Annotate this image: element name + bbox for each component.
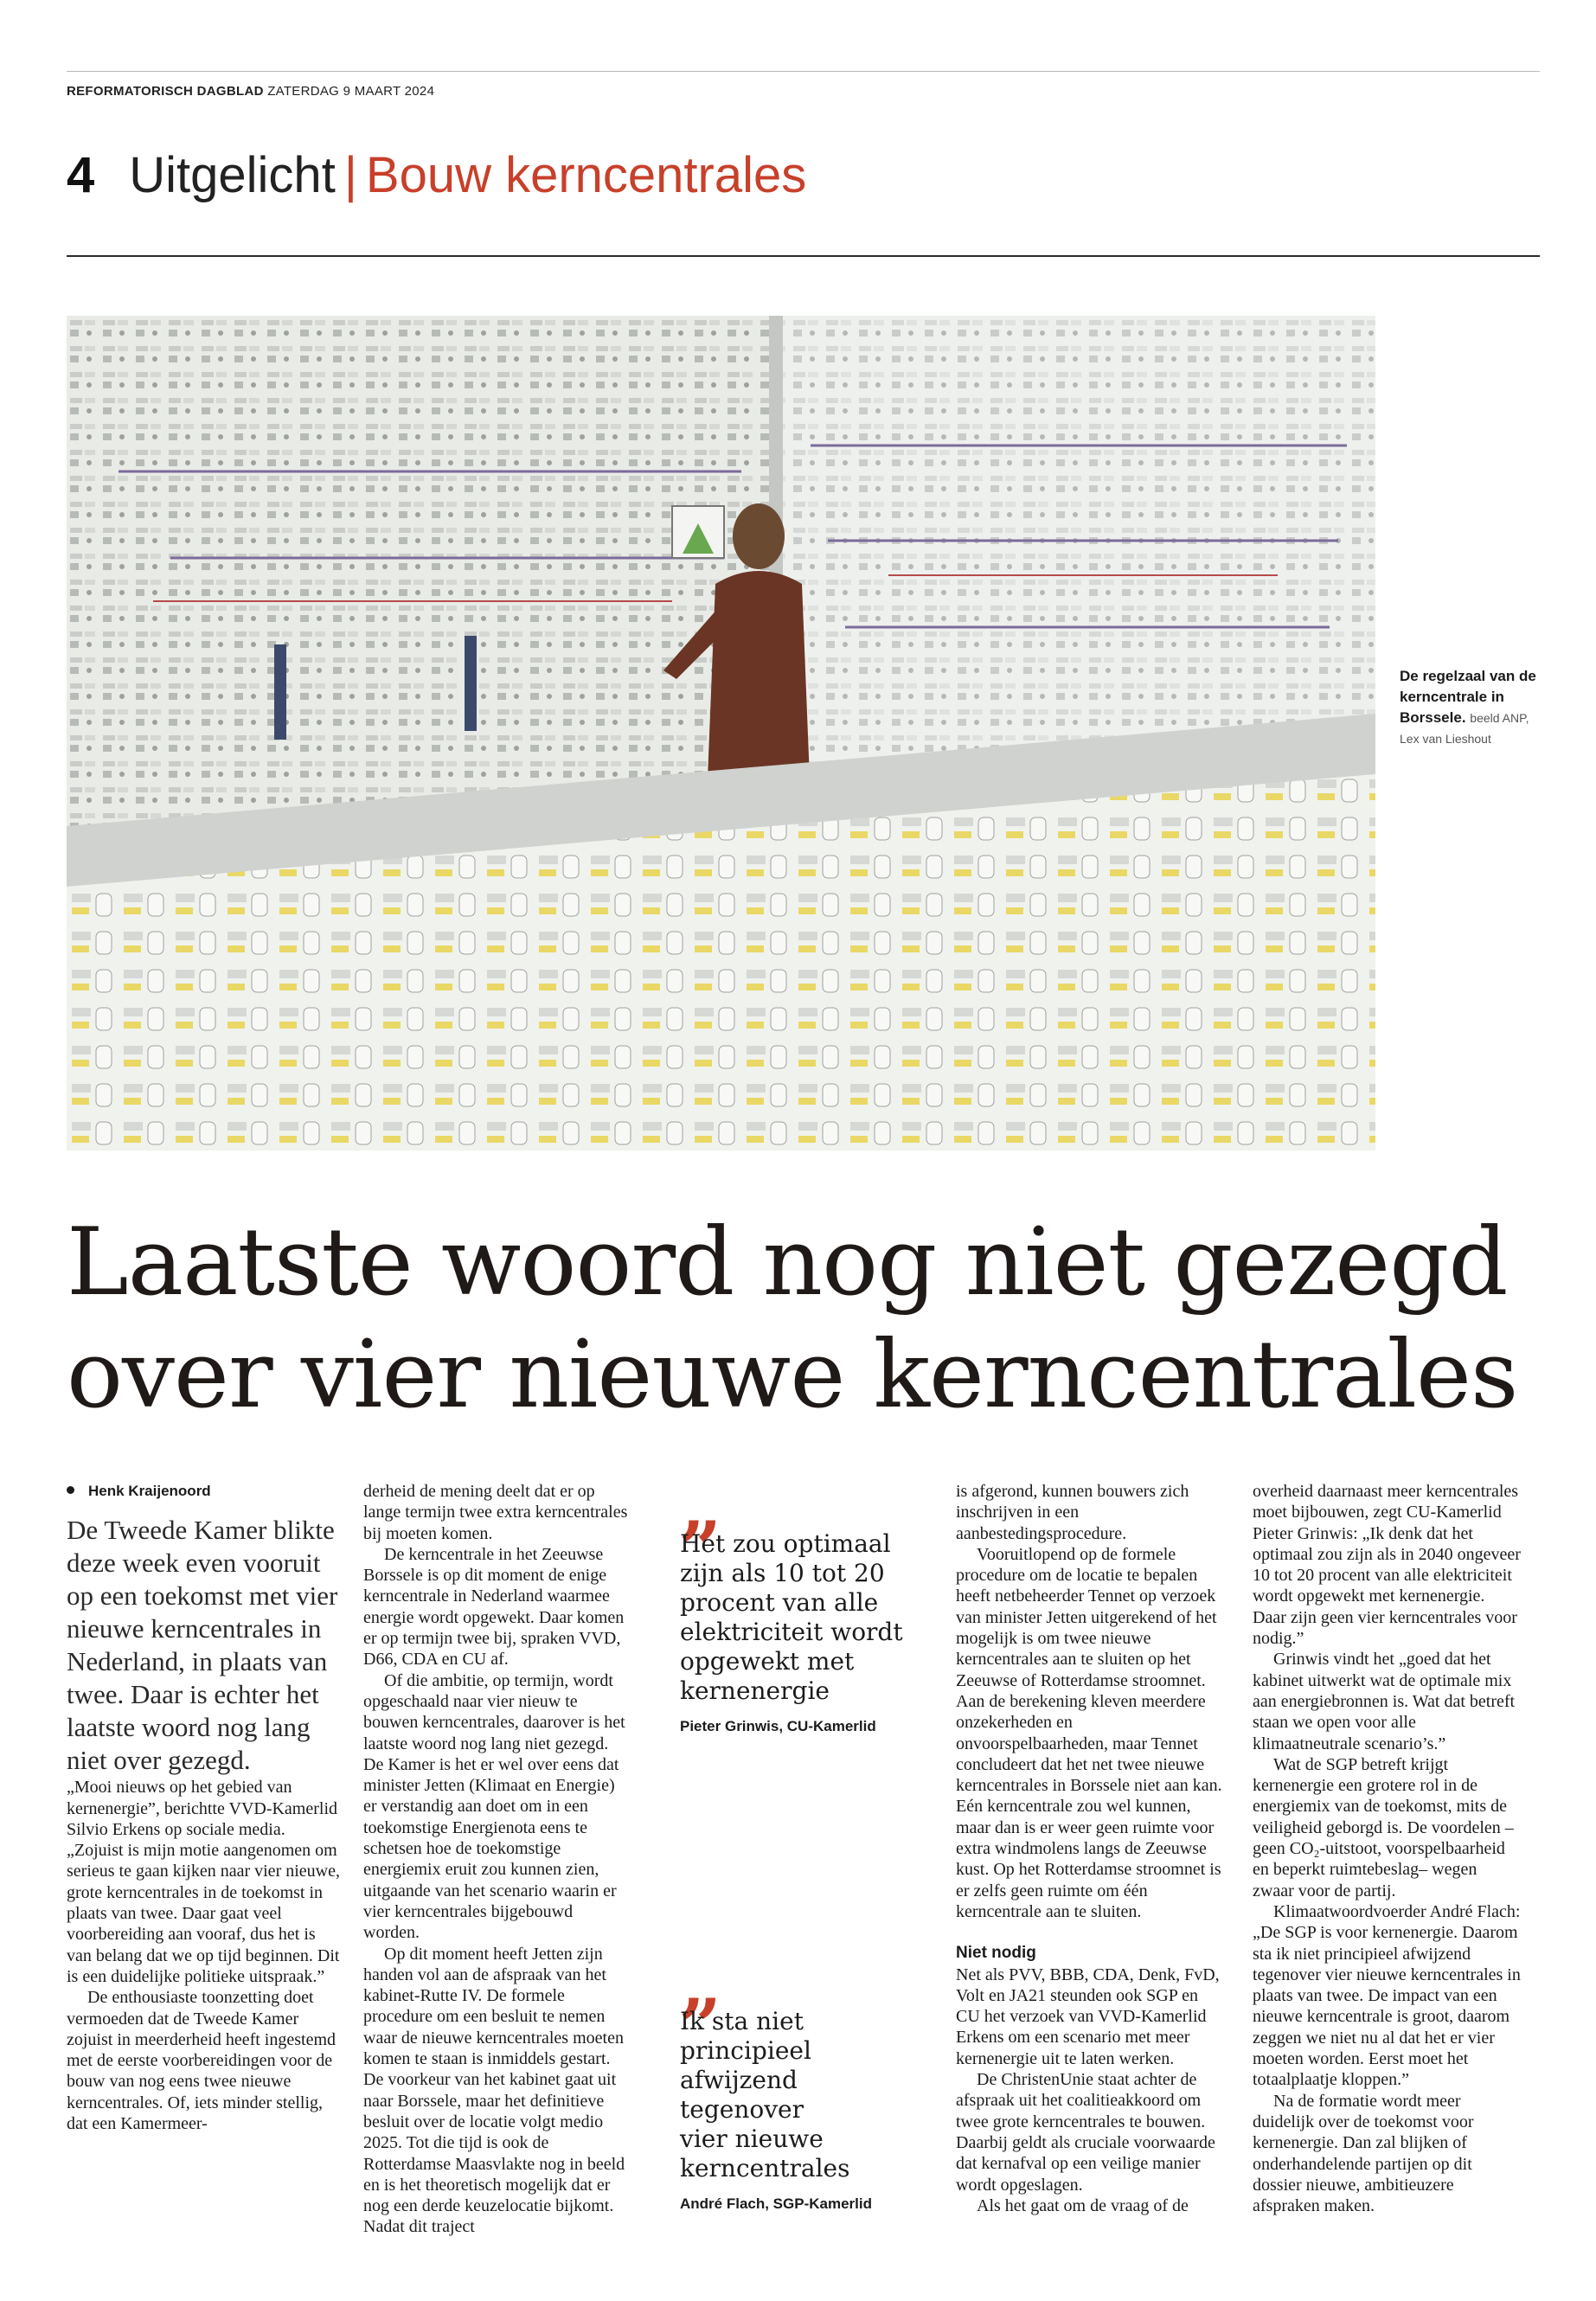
body-paragraph: derheid de mening deelt dat er op lange termijn twee extra kerncentrales bij moeten komen. (363, 1482, 628, 1543)
section-header (67, 145, 806, 206)
section-separator: | (343, 147, 357, 203)
photo-credit: beeld ANP, Lex van Lieshout (1400, 711, 1529, 746)
body-paragraph: De ChristenUnie staat achter de afspraak uit het coalitieakkoord om twee grote kerncentrales te bouwen. Daarbij geldt als cruciale voorwaarde dat kernafval op een veilige manier wordt opgeslagen. (956, 2070, 1215, 2195)
body-paragraph: Wat de SGP betreft krijgt kernenergie een grotere rol in de energiemix van de toekomst, mits de veiligheid geborgd is. De voordelen –geen CO₂-uitstoot, voorspelbaarheid en beperkt ruimtebeslag– wegen zwaar voor de partij. (1253, 1754, 1514, 1900)
photo-caption (1400, 666, 1538, 749)
article-column-1 (67, 1481, 343, 2134)
quote-source: Pieter Grinwis, CU-Kamerlid (680, 1718, 876, 1734)
author-name: Henk Kraijenoord (88, 1483, 211, 1499)
article-column-5 (1253, 1481, 1521, 2216)
header-rule (67, 255, 1540, 257)
lead-paragraph: De Tweede Kamer blikte deze week even vooruit op een toekomst met vier nieuwe kerncentrales in Nederland, in plaats van twee. Daar is echter het laatste woord nog lang niet over gezegd. (67, 1515, 338, 1776)
masthead (67, 71, 1540, 99)
body-paragraph: Klimaatwoordvoerder André Flach: „De SGP is voor kernenergie. Daarom sta ik niet principieel afwijzend tegenover vier nieuwe kerncentrales in plaats van twee. De impact van een nieuwe kerncentrale is groot, daarom zeggen we niet nu al dat het er vier moeten worden. Eerst moet het totaalplaatje kloppen.” (1253, 1901, 1521, 2090)
headline (67, 1207, 1540, 1432)
body-paragraph: „Mooi nieuws op het gebied van kernenergie”, berichtte VVD-Kamerlid Silvio Erkens op sociale media. „Zojuist is mijn motie aangenomen om serieus te gaan kijken naar vier nieuwe, grote kerncentrales in de toekomst in plaats van twee. Daar gaat veel voorbereiding aan vooraf, dus het is van belang dat we op tijd beginnen. Dit is een duidelijke politieke uitspraak.” (67, 1778, 340, 1986)
article-column-2 (363, 1481, 631, 2238)
body-paragraph: Na de formatie wordt meer duidelijk over de toekomst voor kernenergie. Dan zal blijken of onderhandelende partijen op dit dossier nieuwe, ambitieuzere afspraken maken. (1253, 2091, 1474, 2216)
quote-text: Ik sta niet principieel afwijzend tegenover vier nieuwe kerncentrales (680, 2007, 850, 2182)
page-number: 4 (67, 147, 95, 203)
body-paragraph: De kerncentrale in het Zeeuwse Borssele is op dit moment de enige kerncentrale in Nederland waarmee energie wordt opgewekt. Daar komen er op termijn twee bij, spraken VVD, D66, CDA en CU af. (363, 1544, 625, 1670)
bullet-icon (67, 1486, 74, 1494)
quote-text: Het zou optimaal zijn als 10 tot 20 procent van alle elektriciteit wordt opgewekt met kernenergie (680, 1529, 903, 1705)
body-paragraph: Op dit moment heeft Jetten zijn handen vol aan de afspraak van het kabinet-Rutte IV. De formele procedure om een besluit te nemen waar de nieuwe kerncentrales moeten komen te staan is inmiddels gestart. De voorkeur van het kabinet gaat uit naar Borssele, maar het definitieve besluit over de locatie volgt medio 2025. Tot die tijd is ook de Rotterdamse Maasvlakte nog in beeld en is het theoretisch mogelijk dat er nog een derde keuzelocatie bijkomt. Nadat dit traject (363, 1944, 625, 2237)
subheading: Niet nodig (956, 1944, 1036, 1963)
quote-source: André Flach, SGP-Kamerlid (680, 2195, 872, 2212)
quote-mark-icon: „ (680, 1940, 723, 2028)
control-room-photo (67, 316, 1375, 1150)
quote-mark-icon: „ (680, 1463, 723, 1550)
section-rubric: Uitgelicht (129, 147, 336, 203)
body-paragraph: is afgerond, kunnen bouwers zich inschrijven in een aanbestedingsprocedure. (956, 1482, 1189, 1543)
issue-date: ZATERDAG 9 MAART 2024 (267, 84, 435, 99)
byline (67, 1481, 343, 1502)
headline-line-1: Laatste woord nog niet gezegd (67, 1208, 1508, 1317)
quote-column (680, 1463, 905, 2212)
body-paragraph: Vooruitlopend op de formele procedure om de locatie te bepalen heeft netbeheerder Tennet op verzoek van minister Jetten uitgerekend of het mogelijk is om twee nieuwe kerncentrales aan te sluiten op het Zeeuwse of Rotterdamse stroomnet. Aan de berekening kleven meerdere onzekerheden en onvoorspelbaarheden, maar Tennet concludeert dat het net twee nieuwe kerncentrales in Borssele niet aan kan. Eén kerncentrale zou wel kunnen, maar dan is er weer geen ruimte voor extra windmolens langs de Zeeuwse kust. Op het Rotterdamse stroomnet is er zelfs geen ruimte om één kerncentrale aan te sluiten. (956, 1544, 1222, 1921)
headline-line-2: over vier nieuwe kerncentrales (67, 1321, 1518, 1429)
body-paragraph: Of die ambitie, op termijn, wordt opgeschaald naar vier nieuw te bouwen kerncentrales, daarover is het laatste woord nog lang niet gezegd. De Kamer is het er wel over eens dat minister Jetten (Klimaat en Energie) er verstandig aan doet om in een toekomstige Energienota eens te schetsen hoe de toekomstige energiemix eruit zou kunnen zien, uitgaande van het scenario waarin er vier kerncentrales bijgebouwd worden. (363, 1670, 625, 1943)
section-topic: Bouw kerncentrales (365, 147, 807, 203)
article-column-4 (956, 1481, 1224, 2216)
body-paragraph: De enthousiaste toonzetting doet vermoeden dat de Tweede Kamer zojuist in meerderheid heeft ingestemd met de eerste voorbereidingen voor de bouw van nog eens twee nieuwe kerncentrales. Of, iets minder stellig, dat een Kamermeer- (67, 1988, 337, 2134)
body-paragraph: overheid daarnaast meer kerncentrales moet bijbouwen, zegt CU-Kamerlid Pieter Grinwis: „Ik denk dat het optimaal zou zijn als in 2040 ongeveer 10 tot 20 procent van alle elektriciteit wordt opgewekt met kernenergie. Daar zijn geen vier kerncentrales voor nodig.” (1253, 1482, 1521, 1649)
body-paragraph: Als het gaat om de vraag of de (977, 2195, 1189, 2215)
body-paragraph: Net als PVV, BBB, CDA, Denk, FvD, Volt en JA21 steunden ook SGP en CU het verzoek van VVD-Kamerlid Erkens om een scenario met meer kernenergie uit te laten werken. (956, 1965, 1220, 2068)
caption-text: De regelzaal van de kerncentrale in Borssele. (1400, 668, 1536, 726)
control-room-illustration (67, 316, 1375, 1150)
pull-quote (680, 1940, 872, 2214)
body-paragraph: Grinwis vindt het „goed dat het kabinet uitwerkt wat de optimale mix aan energiebronnen is. Wat dat betreft staan we open voor alle klimaatneutrale scenario’s.” (1253, 1650, 1516, 1753)
newspaper-name: REFORMATORISCH DAGBLAD (67, 84, 264, 99)
pull-quote (680, 1463, 905, 1737)
